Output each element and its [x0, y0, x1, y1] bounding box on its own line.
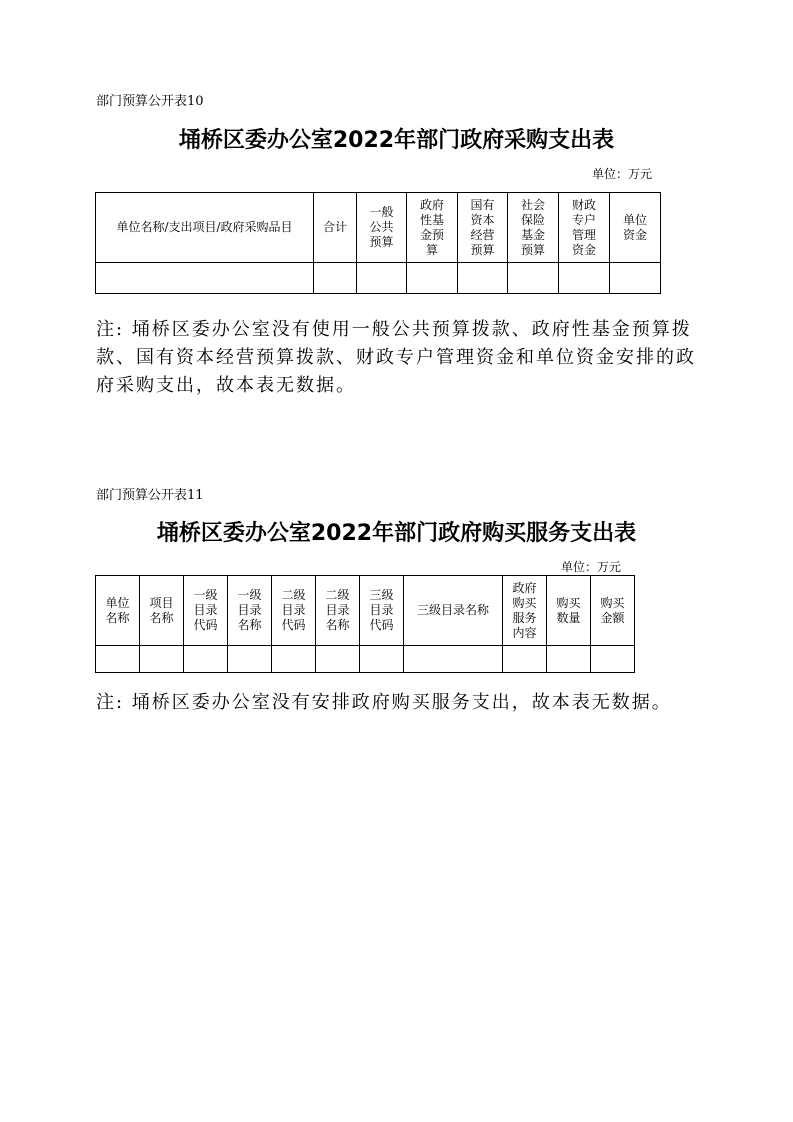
header-cell: [140, 576, 184, 646]
header-cell: [407, 193, 458, 263]
empty-cell: [458, 263, 508, 294]
section1-unit: 单位：万元: [592, 167, 653, 181]
empty-cell: [316, 646, 360, 673]
header-cell: [547, 576, 591, 646]
procurement-table: [95, 192, 661, 294]
empty-cell: [407, 263, 458, 294]
empty-cell: [404, 646, 503, 673]
section2-note: 注: 埇桥区委办公室没有安排政府购买服务支出，故本表无数据。: [96, 692, 672, 713]
empty-cell: [508, 263, 559, 294]
header-text: 一般 公共 预算: [369, 205, 394, 249]
empty-cell: [272, 646, 316, 673]
empty-cell: [96, 646, 140, 673]
empty-cell: [547, 646, 591, 673]
header-text: 购买 金额: [600, 595, 625, 625]
header-cell: [96, 193, 314, 263]
header-cell: [314, 193, 357, 263]
section2-unit: 单位：万元: [561, 560, 622, 574]
section1-title: 埇桥区委办公室2022年部门政府采购支出表: [178, 128, 615, 153]
empty-cell: [591, 646, 635, 673]
empty-cell: [610, 263, 661, 294]
section2-label: 部门预算公开表11: [96, 488, 204, 503]
service-header-row: [96, 576, 635, 646]
header-cell: [184, 576, 228, 646]
empty-cell: [228, 646, 272, 673]
header-text: 单位名称/支出项目/政府采购品目: [116, 220, 293, 234]
header-cell: [357, 193, 407, 263]
header-cell: [316, 576, 360, 646]
empty-cell: [503, 646, 547, 673]
header-cell: [272, 576, 316, 646]
header-text: 国有 资本 经营 预算: [470, 197, 495, 257]
header-text: 二级 目录 代码: [281, 588, 306, 632]
header-text: 政府 性基 金预 算: [419, 197, 444, 257]
header-text: 项目 名称: [149, 595, 174, 625]
empty-cell: [559, 263, 610, 294]
empty-cell: [360, 646, 404, 673]
empty-cell: [357, 263, 407, 294]
header-text: 社会 保险 基金 预算: [520, 197, 545, 257]
section1-note: 注: 埇桥区委办公室没有使用一般公共预算拨款、政府性基金预算拨款、国有资本经营预算拨款、财政专户管理资金和单位资金安排的政府采购支出，故本表无数据。: [96, 319, 696, 396]
section2-title: 埇桥区委办公室2022年部门政府购买服务支出表: [156, 521, 637, 546]
header-text: 二级 目录 名称: [325, 588, 350, 632]
empty-cell: [96, 263, 314, 294]
header-cell: [503, 576, 547, 646]
procurement-header-row: [96, 193, 661, 263]
header-cell: [591, 576, 635, 646]
header-text: 一级 目录 代码: [193, 588, 218, 632]
header-cell: [559, 193, 610, 263]
header-cell: [610, 193, 661, 263]
header-cell: [96, 576, 140, 646]
header-cell: [404, 576, 503, 646]
header-text: 政府 购买 服务 内容: [512, 580, 537, 640]
empty-cell: [314, 263, 357, 294]
service-purchase-table: [95, 575, 635, 673]
header-cell: [360, 576, 404, 646]
header-text: 合计: [322, 220, 347, 234]
header-cell: [458, 193, 508, 263]
header-text: 单位 资金: [622, 212, 647, 242]
header-text: 财政 专户 管理 资金: [571, 197, 596, 257]
header-text: 一级 目录 名称: [237, 588, 262, 632]
header-text: 三级 目录 代码: [369, 588, 394, 632]
header-text: 单位 名称: [105, 595, 130, 625]
table-row: [96, 646, 635, 673]
section1-label: 部门预算公开表10: [96, 94, 204, 109]
header-text: 购买 数量: [556, 595, 581, 625]
empty-cell: [184, 646, 228, 673]
header-cell: [508, 193, 559, 263]
header-cell: [228, 576, 272, 646]
empty-cell: [140, 646, 184, 673]
table-row: [96, 263, 661, 294]
header-text: 三级目录名称: [416, 603, 489, 617]
